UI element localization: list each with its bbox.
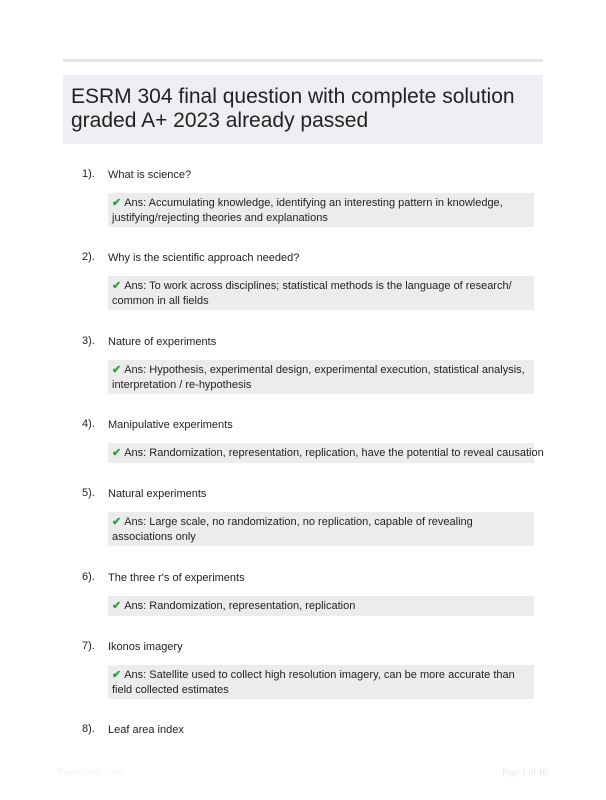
page-number: Page 1 of 16 <box>502 767 548 777</box>
question-number: 6). <box>82 571 95 583</box>
check-icon: ✔ <box>112 600 122 612</box>
answer-text: Ans: Accumulating knowledge, identifying an interesting pattern in knowledge, justifying/rejecting theories and explanations <box>112 197 503 224</box>
answer-box <box>108 276 534 310</box>
question-text: Manipulative experiments <box>108 419 233 431</box>
answer-text: Ans: Randomization, representation, replication, have the potential to reveal causation <box>124 447 544 459</box>
answer-text: Ans: Large scale, no randomization, no replication, capable of revealing associations only <box>112 516 473 543</box>
question-number: 2). <box>82 251 95 263</box>
answer-text: Ans: Hypothesis, experimental design, experimental execution, statistical analysis, interpretation / re-hypothesis <box>112 364 525 391</box>
question-number: 5). <box>82 487 95 499</box>
check-icon: ✔ <box>112 197 122 209</box>
answer-text: Ans: Randomization, representation, replication <box>124 600 356 612</box>
check-icon: ✔ <box>112 516 122 528</box>
question-text: Natural experiments <box>108 488 207 500</box>
answer-text: Ans: To work across disciplines; statistical methods is the language of research/ common in all fields <box>112 280 512 307</box>
question-text: Nature of experiments <box>108 336 217 348</box>
question-number: 8). <box>82 723 95 735</box>
answer-box <box>108 596 534 616</box>
question-text: Ikonos imagery <box>108 641 183 653</box>
top-divider <box>63 59 543 62</box>
answer-box <box>108 193 534 227</box>
answer-box <box>108 443 544 463</box>
answer-box <box>108 512 534 546</box>
answer-text: Ans: Satellite used to collect high resolution imagery, can be more accurate than field collected estimates <box>112 669 515 696</box>
question-text: Why is the scientific approach needed? <box>108 252 300 264</box>
title-box <box>63 75 543 144</box>
answer-box <box>108 665 534 699</box>
check-icon: ✔ <box>112 669 122 681</box>
question-number: 1). <box>82 168 95 180</box>
question-number: 7). <box>82 640 95 652</box>
check-icon: ✔ <box>112 364 122 376</box>
question-text: What is science? <box>108 169 192 181</box>
check-icon: ✔ <box>112 447 122 459</box>
check-icon: ✔ <box>112 280 122 292</box>
question-number: 4). <box>82 418 95 430</box>
footer-site: PaperStblic.com <box>58 767 124 777</box>
question-text: Leaf area index <box>108 724 184 736</box>
question-text: The three r's of experiments <box>108 572 245 584</box>
question-number: 3). <box>82 335 95 347</box>
answer-box <box>108 360 534 394</box>
document-title: ESRM 304 final question with complete solution graded A+ 2023 already passed <box>71 85 515 132</box>
